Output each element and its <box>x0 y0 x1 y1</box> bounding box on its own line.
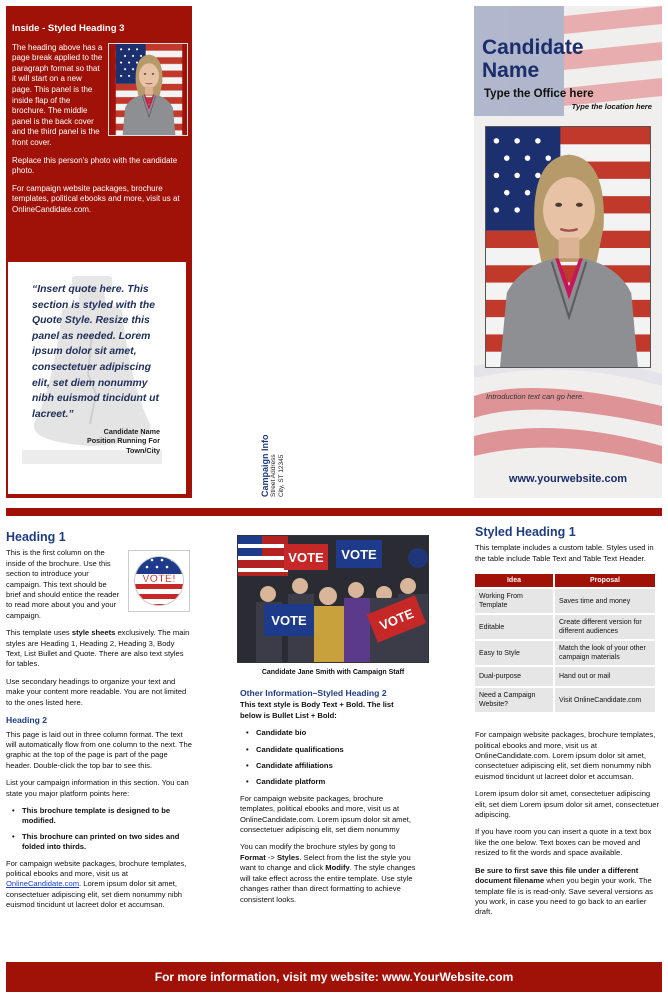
table-cell: Match the look of your other campaign materials <box>555 641 655 665</box>
body-paragraph: This page is laid out in three column format. The text will automatically flow from one column to the next. The graphic at the top of the page is part of the page header. Double-click the top bar to see this. <box>6 729 192 770</box>
candidate-thumbnail-photo <box>108 43 188 136</box>
list-item: • Candidate affiliations <box>240 761 416 771</box>
bullet-list <box>240 728 416 788</box>
heading-other-information: Other Information–Styled Heading 2 <box>240 688 387 698</box>
table-row <box>475 589 655 613</box>
inside-flap-paragraph: The heading above has a page break applied to the paragraph format so that it will start on a new page. This panel is the inside flap of the brochure. The middle panel is the back cover and the third panel is the front cover. <box>12 42 103 147</box>
photo-caption: Candidate Jane Smith with Campaign Staff <box>261 669 405 676</box>
styled-heading-1: Styled Heading 1 <box>475 525 576 539</box>
quote-candidate-position: Position Running For <box>86 436 160 446</box>
quote-text: “Insert quote here. This section is styled with the Quote Style. Resize this panel as needed. Lorem ipsum dolor sit amet, consectetuer adipiscing elit, set diem nonummy nibh euismod tincidunt ut lacreet.” <box>32 284 159 420</box>
table-row <box>475 641 655 665</box>
quote-box <box>8 262 186 494</box>
inside-flap-paragraph: Replace this person's photo with the candidate photo. <box>12 155 178 176</box>
table-cell: Dual-purpose <box>475 667 553 686</box>
table-row <box>475 667 655 686</box>
body-paragraph: Use secondary headings to organize your text and make your content more readable. You are not limited to the ones listed here. <box>6 676 187 707</box>
body-paragraph: For campaign website packages, brochure templates, political ebooks and more, visit us at OnlineCandidate.com. Lorem ipsum dolor sit amet, consectetuer adipiscing elit, set diem nonummy nibh euismod tincidunt ut lacreet dolor et accumsan. <box>6 858 187 910</box>
column-2 <box>240 688 416 912</box>
body-paragraph: If you have room you can insert a quote in a text box like the one below. Text boxes can be moved and resized to fit the words and space available. <box>475 827 652 858</box>
page-header-bar <box>6 508 662 516</box>
list-item: • Candidate qualifications <box>240 745 416 755</box>
online-candidate-link[interactable]: OnlineCandidate.com <box>6 879 80 889</box>
quote-candidate-town: Town/City <box>126 445 160 455</box>
front-cover <box>474 6 662 498</box>
vote-sign: VOTE <box>377 605 416 633</box>
campaign-staff-illustration <box>238 536 429 663</box>
inside-flap-title: Inside - Styled Heading 3 <box>12 23 125 34</box>
vote-badge-icon <box>132 554 186 608</box>
column-3 <box>475 527 661 925</box>
table-cell: Working From Template <box>475 589 553 613</box>
quote-attribution <box>40 427 160 455</box>
table-cell: Visit OnlineCandidate.com <box>555 688 655 712</box>
location-subtitle: Type the location here <box>571 102 652 111</box>
table-header: Idea <box>475 574 553 587</box>
vote-sign: VOTE <box>341 547 377 562</box>
table-cell: Easy to Style <box>475 641 553 665</box>
table-row <box>475 688 655 712</box>
office-title: Type the Office here <box>484 88 594 100</box>
list-item: • This brochure template is designed to be modified. <box>6 806 192 827</box>
list-item: • Candidate platform <box>240 777 416 787</box>
body-paragraph: This is the first column on the inside of the brochure. Use this section to introduce your campaign. This text should be brief and should entice the reader to read more about you and your campaign. <box>6 548 120 620</box>
vote-badge-image <box>128 550 190 612</box>
table-cell: Hand out or mail <box>555 667 655 686</box>
quote-candidate-name: Candidate Name <box>103 427 160 436</box>
body-paragraph: You can modify the brochure styles by gong to Format -> Styles. Select from the list the style you want to change and click Modify. The style changes will take effect across the entire template. Use style changes rather than direct formatting to achieve consistent looks. <box>240 842 416 904</box>
candidate-photo <box>485 126 651 368</box>
body-paragraph: For campaign website packages, brochure templates, political ebooks and more, visit us at OnlineCandidate.com. Lorem ipsum dolor sit amet, consectetuer adipiscing elit, set diem nonummy <box>240 793 411 835</box>
bold-lead-paragraph: This text style is Body Text + Bold. The list below is Bullet List + Bold: <box>240 700 394 720</box>
footer-banner[interactable]: For more information, visit my website: www.YourWebsite.com <box>6 962 662 992</box>
candidate-name-line: Candidate <box>482 36 584 59</box>
vote-badge-text: VOTE! <box>142 573 176 586</box>
table-header: Proposal <box>555 574 655 587</box>
ideas-table <box>473 572 657 714</box>
table-cell: Create different version for different audiences <box>555 615 655 639</box>
list-item: • Candidate bio <box>240 728 416 738</box>
campaign-info <box>260 427 286 497</box>
introduction-text: Introduction text can go here. <box>486 392 585 401</box>
candidate-name-line: Name <box>482 59 540 82</box>
body-paragraph: Be sure to first save this file under a different document filename when you begin your work. The template file is is read-only. Save several versions as you work, in case you need to go back to an earlier draft. <box>475 865 653 917</box>
vote-sign: VOTE <box>288 550 324 565</box>
campaign-info-street: Street Address <box>270 454 277 497</box>
body-paragraph: Lorem ipsum dolor sit amet, consectetuer adipiscing elit, set diem Lorem ipsum dolor sit amet, consectetuer adipiscing. <box>475 789 660 820</box>
body-paragraph: This template uses style sheets exclusively. The main styles are Heading 1, Heading 2, Heading 3, Body Text, List Bullet and Quote. There are also text styles for tables. <box>6 628 190 669</box>
inside-flap-paragraph: For campaign website packages, brochure templates, political ebooks and more, visit us at OnlineCandidate.com. <box>12 183 180 214</box>
body-paragraph: This template includes a custom table. Styles used in the table include Table Text and Table Text Header. <box>475 543 654 563</box>
table-cell: Editable <box>475 615 553 639</box>
vote-sign: VOTE <box>271 613 307 628</box>
table-cell: Need a Campaign Website? <box>475 688 553 712</box>
bullet-list <box>6 806 192 853</box>
table-row <box>475 615 655 639</box>
campaign-info-city: City, ST 12345 <box>278 454 285 497</box>
campaign-staff-photo <box>237 535 429 663</box>
body-paragraph: List your campaign information in this section. You can state you major platform points here: <box>6 778 189 798</box>
body-paragraph: For campaign website packages, brochure templates, political ebooks and more, visit us at OnlineCandidate.com. Lorem ipsum dolor sit amet, consectetuer adipiscing elit, set diem nonummy nibh euismod tincidunt ut lacreet dolor et accumsan. <box>475 730 656 781</box>
campaign-info-title: Campaign Info <box>260 434 270 497</box>
column-1 <box>6 532 192 918</box>
list-item: • This brochure can printed on two sides and folded into thirds. <box>6 832 192 853</box>
heading-2: Heading 2 <box>6 715 48 726</box>
inside-flap-text <box>12 24 188 223</box>
candidate-name-title <box>482 36 584 82</box>
table-cell: Saves time and money <box>555 589 655 613</box>
cover-website[interactable]: www.yourwebsite.com <box>508 473 628 485</box>
heading-1: Heading 1 <box>6 530 66 544</box>
